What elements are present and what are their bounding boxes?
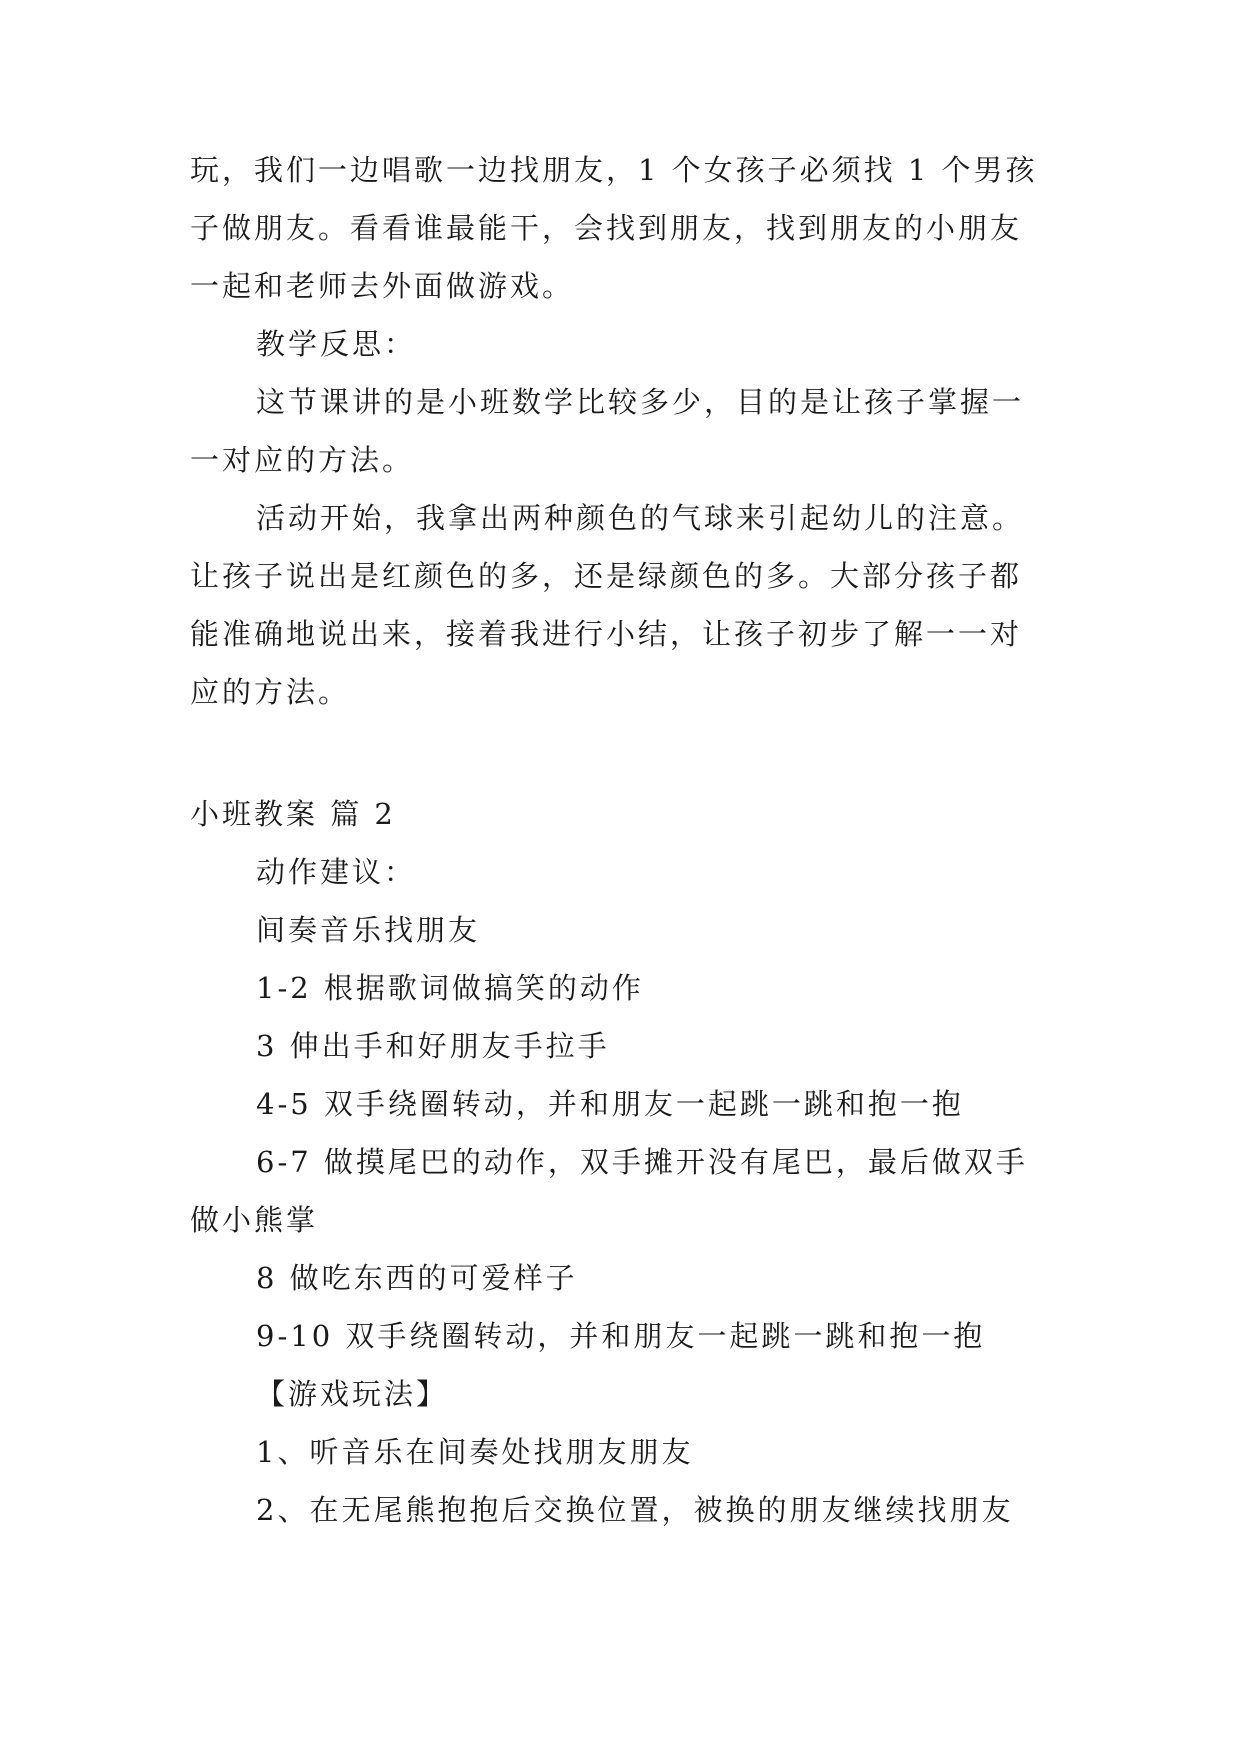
- paragraph-line: 玩，我们一边唱歌一边找朋友，1 个女孩子必须找 1 个男孩: [190, 153, 1038, 187]
- list-item-continuation: 做小熊掌: [190, 1203, 319, 1237]
- paragraph-line: 应的方法。: [190, 675, 351, 709]
- list-item: 3 伸出手和好朋友手拉手: [256, 1029, 610, 1063]
- game-item: 2、在无尾熊抱抱后交换位置，被换的朋友继续找朋友: [256, 1493, 1014, 1527]
- action-heading: 动作建议：: [256, 855, 417, 889]
- list-item: 6-7 做摸尾巴的动作，双手摊开没有尾巴，最后做双手: [256, 1145, 1028, 1179]
- list-item: 4-5 双手绕圈转动，并和朋友一起跳一跳和抱一抱: [256, 1087, 964, 1121]
- paragraph-line: 活动开始，我拿出两种颜色的气球来引起幼儿的注意。: [256, 501, 1025, 535]
- list-item: 1-2 根据歌词做搞笑的动作: [256, 971, 644, 1005]
- paragraph-line: 子做朋友。看看谁最能干，会找到朋友，找到朋友的小朋友: [190, 211, 1023, 245]
- reflection-heading: 教学反思：: [256, 327, 417, 361]
- list-item: 8 做吃东西的可爱样子: [256, 1261, 578, 1295]
- game-item: 1、听音乐在间奏处找朋友朋友: [256, 1435, 694, 1469]
- paragraph-line: 这节课讲的是小班数学比较多少，目的是让孩子掌握一: [256, 385, 1025, 419]
- list-item: 间奏音乐找朋友: [256, 913, 481, 947]
- paragraph-line: 一起和老师去外面做游戏。: [190, 269, 575, 303]
- game-heading: 【游戏玩法】: [256, 1377, 449, 1411]
- paragraph-line: 一对应的方法。: [190, 443, 415, 477]
- paragraph-line: 让孩子说出是红颜色的多，还是绿颜色的多。大部分孩子都: [190, 559, 1023, 593]
- paragraph-line: 能准确地说出来，接着我进行小结，让孩子初步了解一一对: [190, 617, 1023, 651]
- section-title: 小班教案 篇 2: [190, 797, 396, 831]
- list-item: 9-10 双手绕圈转动，并和朋友一起跳一跳和抱一抱: [256, 1319, 986, 1353]
